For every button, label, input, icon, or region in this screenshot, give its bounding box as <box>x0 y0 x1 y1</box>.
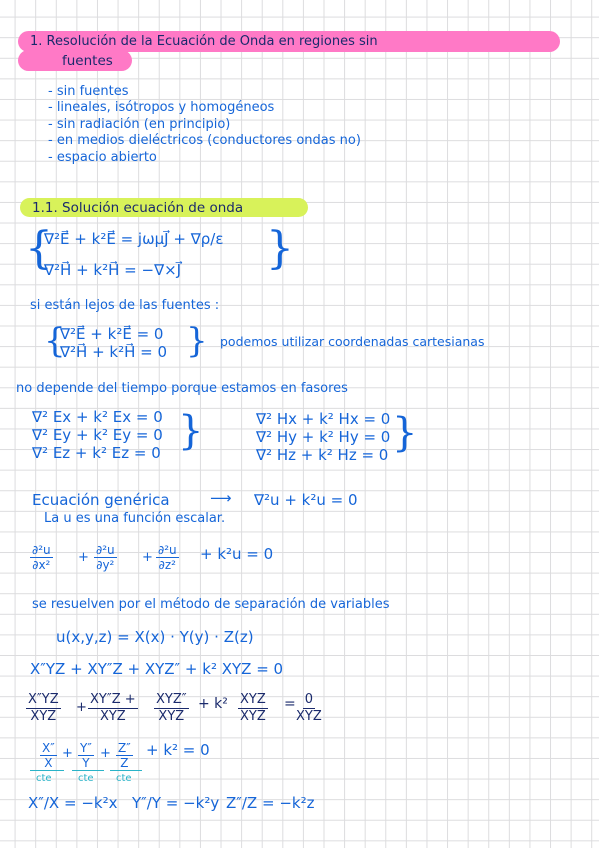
arrow-icon: ⟶ <box>210 489 232 507</box>
component-hy: ∇² Hy + k² Hy = 0 <box>256 428 391 446</box>
numerator: XY″Z + <box>90 692 136 707</box>
divided-term-4 <box>238 692 268 725</box>
result-z: Z″/Z = −k²z <box>226 794 315 812</box>
cte-label: cte <box>116 773 132 784</box>
numerator: X″ <box>42 741 55 755</box>
bullet-item: - sin fuentes <box>48 84 129 99</box>
bullet-item: - en medios dieléctricos (conductores ondas no) <box>48 133 361 148</box>
numerator: Z″ <box>118 741 131 755</box>
plus-sign: + <box>62 746 73 761</box>
left-brace: { <box>44 321 66 361</box>
cte-label: cte <box>78 773 94 784</box>
plus-k2: + k² <box>198 696 228 712</box>
numerator: X″YZ <box>28 692 59 707</box>
numerator: ∂²u <box>32 543 51 557</box>
plus-sign: + <box>100 746 111 761</box>
bullet-item: - lineales, isótropos y homogéneos <box>48 100 275 115</box>
component-hx: ∇² Hx + k² Hx = 0 <box>256 410 391 428</box>
ratio-tail: + k² = 0 <box>146 741 210 759</box>
scalar-note: La u es una función escalar. <box>44 511 226 526</box>
denominator: XYZ <box>30 709 57 724</box>
denominator: ∂x² <box>32 558 51 572</box>
generic-label: Ecuación genérica <box>32 491 170 509</box>
section-title-line2: fuentes <box>62 53 113 69</box>
time-note: no depende del tiempo porque estamos en fasores <box>16 381 348 396</box>
homogeneous-e: ∇²E⃗ + k²E⃗ = 0 <box>60 325 164 343</box>
wave-equation-e: ∇²E⃗ + k²E⃗ = jωμJ⃗ + ∇ρ/ε <box>44 230 224 248</box>
numerator: 0 <box>304 692 314 707</box>
denominator: XYZ <box>158 709 185 724</box>
component-ex: ∇² Ex + k² Ex = 0 <box>32 408 163 426</box>
denominator: XYZ <box>99 709 126 724</box>
right-brace: } <box>266 223 294 274</box>
result-y: Y″/Y = −k²y <box>132 794 220 812</box>
separated-equation: X″YZ + XY″Z + XYZ″ + k² XYZ = 0 <box>30 660 284 678</box>
numerator: XYZ <box>240 692 266 707</box>
denominator: ∂z² <box>158 558 176 572</box>
denominator: XYZ <box>240 709 266 724</box>
cte-label: cte <box>36 773 52 784</box>
pde-tail: + k²u = 0 <box>200 545 274 563</box>
pde-term-x <box>30 543 53 572</box>
denominator: ∂y² <box>96 558 115 572</box>
divided-term-5 <box>294 692 324 725</box>
numerator: ∂²u <box>96 543 115 557</box>
equals-sign: = <box>284 696 296 712</box>
right-brace: } <box>178 408 204 454</box>
separation-definition: u(x,y,z) = X(x) · Y(y) · Z(z) <box>56 628 254 646</box>
left-brace: { <box>25 223 53 274</box>
bullet-item: - sin radiación (en principio) <box>48 117 231 132</box>
pde-term-y <box>94 543 117 572</box>
ratio-y <box>78 741 94 770</box>
numerator: ∂²u <box>158 543 177 557</box>
ratio-z <box>116 741 133 770</box>
denominator: Z <box>120 756 129 770</box>
component-ey: ∇² Ey + k² Ey = 0 <box>32 426 163 444</box>
right-brace: } <box>392 410 418 456</box>
subsection-title: 1.1. Solución ecuación de onda <box>32 200 244 216</box>
plus-sign: + <box>76 700 87 715</box>
ratio-x <box>40 741 57 770</box>
component-hz: ∇² Hz + k² Hz = 0 <box>256 446 389 464</box>
separation-note: se resuelven por el método de separación de variables <box>32 597 390 612</box>
divided-term-1 <box>26 692 61 725</box>
wave-equation-h: ∇²H⃗ + k²H⃗ = −∇×J⃗ <box>44 261 182 279</box>
result-x: X″/X = −k²x <box>28 794 118 812</box>
cartesian-note: podemos utilizar coordenadas cartesianas <box>220 334 485 349</box>
section-title: 1. Resolución de la Ecuación de Onda en regiones sin <box>30 34 378 49</box>
numerator: XYZ″ <box>156 692 187 707</box>
pde-term-z <box>156 543 179 572</box>
plus-sign: + <box>78 550 89 565</box>
no-sources-note: si están lejos de las fuentes : <box>30 298 220 313</box>
divided-term-3 <box>154 692 189 725</box>
generic-equation: ∇²u + k²u = 0 <box>254 491 358 509</box>
denominator: Y <box>82 756 90 770</box>
component-ez: ∇² Ez + k² Ez = 0 <box>32 444 161 462</box>
bullet-item: - espacio abierto <box>48 150 157 165</box>
numerator: Y″ <box>80 741 92 755</box>
denominator: XYZ <box>296 709 322 724</box>
divided-term-2 <box>88 692 138 725</box>
homogeneous-h: ∇²H⃗ + k²H⃗ = 0 <box>60 343 168 361</box>
right-brace: } <box>186 321 208 361</box>
plus-sign: + <box>142 550 153 565</box>
denominator: X <box>44 756 53 770</box>
